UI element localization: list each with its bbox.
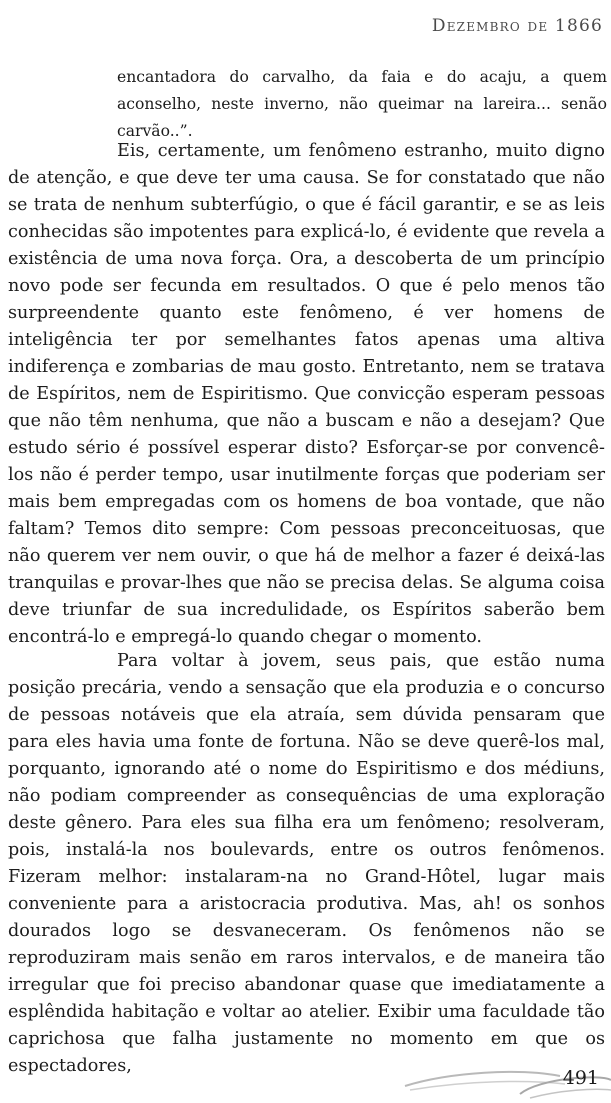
footer-swoosh-ornament [0,1050,611,1103]
page-number: 491 [562,1067,599,1089]
paragraph: Eis, certamente, um fenômeno estranho, muito digno de atenção, e que deve ter uma causa. Se for constatado que não se trata de nenhum subterfúgio, o que é fácil garantir, e se as leis conhecidas são impotentes para explicá-lo, é evidente que revela a existência de uma nova força. Ora, a descoberta de um princípio novo pode ser fecunda em resultados. O que é pelo menos tão surpreendente quanto este fenômeno, é ver homens de inteligência ter por semelhantes fatos apenas uma altiva indiferença e zombarias de mau gosto. Entretanto, nem se tratava de Espíritos, nem de Espiritismo. Que convicção esperam pessoas que não têm nenhuma, que não a buscam e não a desejam? Que estudo sério é possível esperar disto? Esforçar-se por convencê-los não é perder tempo, usar inutilmente forças que poderiam ser mais bem empregadas com os homens de boa vontade, que não faltam? Temos dito sempre: Com pessoas preconceituosas, que não querem ver nem ouvir, o que há de melhor a fazer é deixá-las tranquilas e provar-lhes que não se precisa delas. Se alguma coisa deve triunfar de sua incredulidade, os Espíritos saberão bem encontrá-lo e empregá-lo quando chegar o momento. [8,141,605,647]
running-header: Dezembro de 1866 [431,16,603,36]
paragraph: Para voltar à jovem, seus pais, que estão numa posição precária, vendo a sensação que ela produzia e o concurso de pessoas notáveis que ela atraía, sem dúvida pensaram que para eles havia uma fonte de fortuna. Não se deve querê-los mal, porquanto, ignorando até o nome do Espiritismo e dos médiuns, não podiam compreender as consequências de uma exploração deste gênero. Para eles sua filha era um fenômeno; resolveram, pois, instalá-la nos boulevards, entre os outros fenômenos. Fizeram melhor: instalaram-na no Grand-Hôtel, lugar mais conveniente para a aristocracia produtiva. Mas, ah! os sonhos dourados logo se desvaneceram. Os fenômenos não se reproduziram mais senão em raros intervalos, e de maneira tão irregular que foi preciso abandonar quase que imediatamente a esplêndida habitação e voltar ao atelier. Exibir uma faculdade tão caprichosa que falha justamente no momento em que os espectadores, [8,651,605,1076]
page-footer [0,1050,611,1103]
block-quote: encantadora do carvalho, da faia e do acaju, a quem aconselho, neste inverno, não queimar na lareira... senão carvão..”. [117,68,607,140]
